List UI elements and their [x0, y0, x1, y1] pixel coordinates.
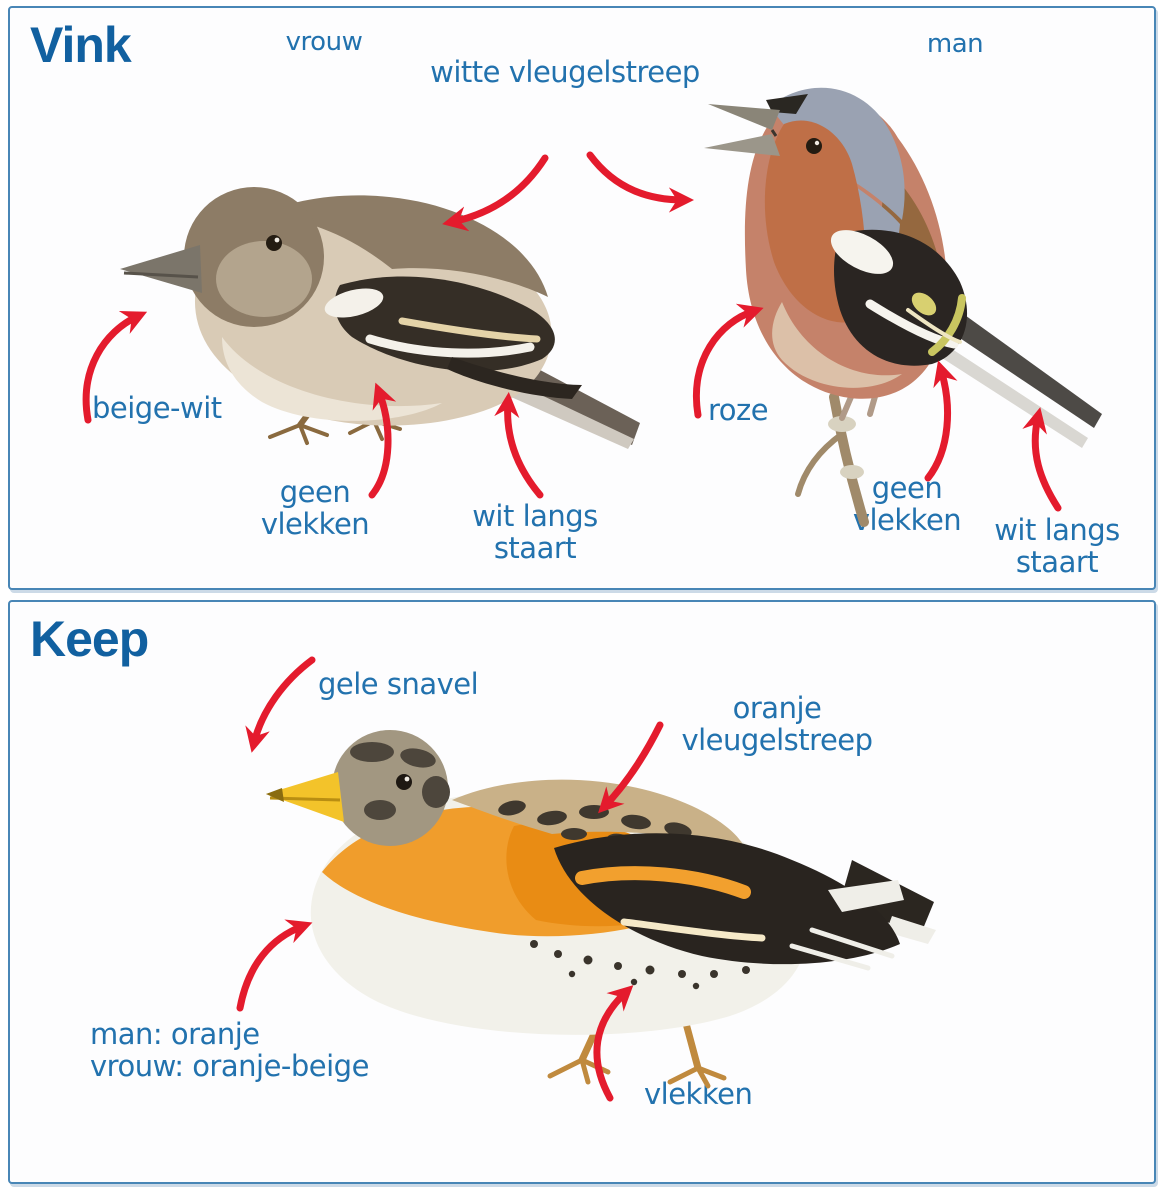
panel-keep-title: Keep — [30, 611, 149, 667]
label-witte-vleugelstreep: witte vleugelstreep — [430, 55, 700, 89]
male-beak-upper — [708, 104, 780, 130]
label-vrouw-oranje-beige: vrouw: oranje-beige — [90, 1049, 369, 1084]
brambling-eye-glint — [405, 777, 410, 782]
panel-vink-title: Vink — [30, 17, 131, 73]
male-branch — [798, 397, 864, 522]
female-beak — [120, 245, 202, 293]
panel-vink — [8, 6, 1156, 590]
label-oranje-vleugelstreep: oranje vleugelstreep — [681, 691, 873, 758]
label-wit-langs-staart-vrouw: wit langs staart — [472, 499, 598, 566]
label-man: man — [926, 29, 984, 59]
male-eye — [806, 138, 822, 154]
brambling-beak-tip — [266, 788, 284, 802]
label-wit-langs-staart-man: wit langs staart — [994, 513, 1120, 580]
chaffinch-female-illustration — [102, 107, 647, 457]
brambling-eye — [396, 774, 412, 790]
female-cheek — [216, 241, 312, 317]
chaffinch-male-illustration — [692, 52, 1122, 532]
brambling-illustration — [252, 730, 942, 1100]
label-beige-wit: beige-wit — [92, 391, 222, 425]
label-geen-vlekken-vrouw: geen vlekken — [260, 475, 370, 542]
male-eye-glint — [815, 141, 819, 145]
panel-keep — [8, 600, 1156, 1184]
label-vrouw: vrouw — [285, 27, 363, 57]
label-vlekken: vlekken — [644, 1077, 753, 1111]
label-man-oranje: man: oranje — [90, 1017, 260, 1051]
label-geen-vlekken-man: geen vlekken — [852, 471, 962, 538]
label-gele-snavel: gele snavel — [318, 667, 479, 701]
female-eye — [266, 235, 282, 251]
female-eye-glint — [275, 238, 280, 243]
male-beak-lower — [704, 134, 780, 156]
label-roze: roze — [708, 393, 769, 427]
